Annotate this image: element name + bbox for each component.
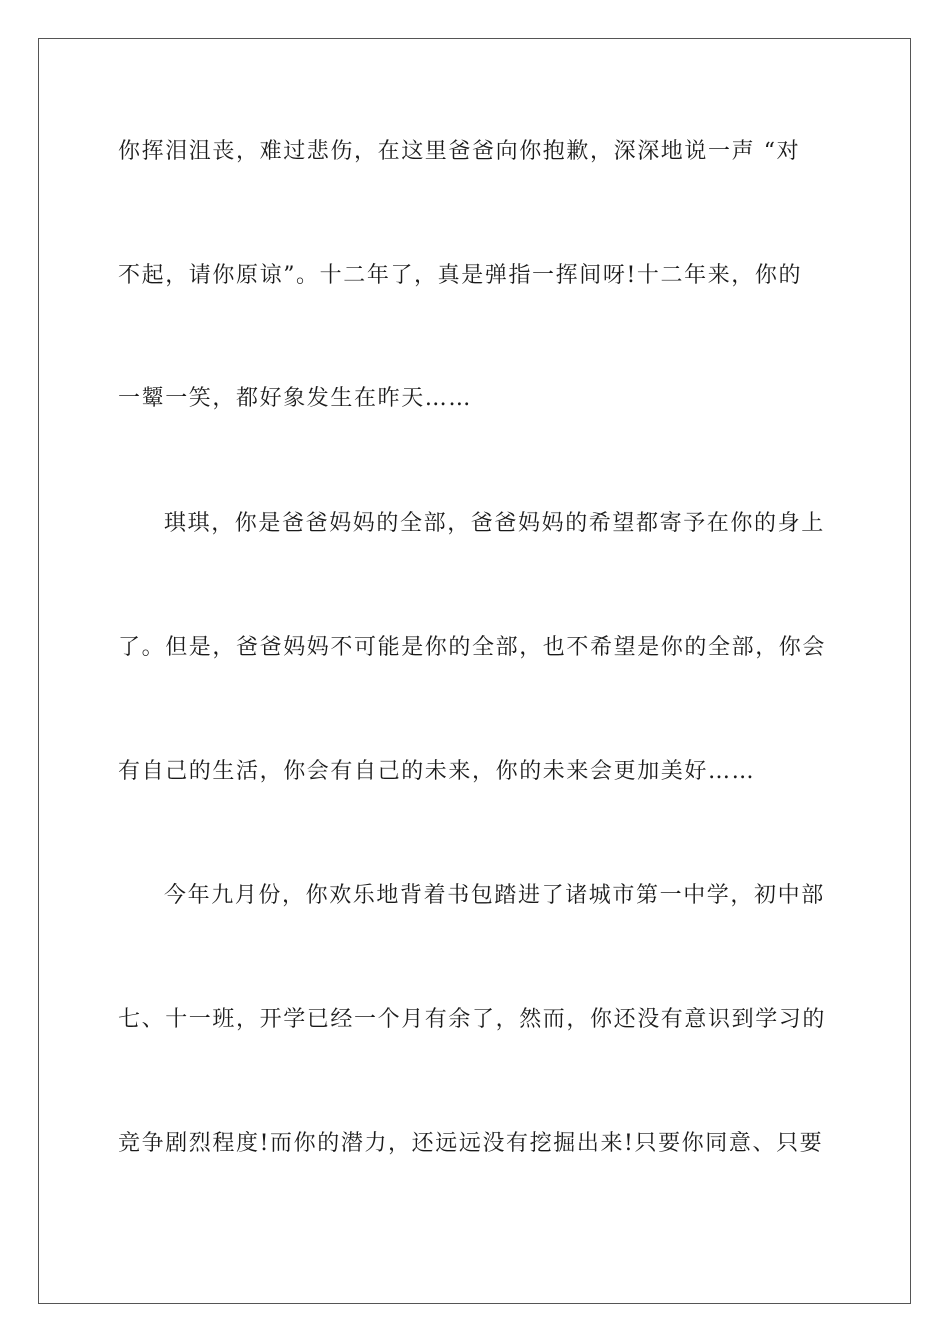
paragraph-line: 竞争剧烈程度!而你的潜力，还远远没有挖掘出来!只要你同意、只要 [118, 1131, 824, 1156]
paragraph-line: 有自己的生活，你会有自己的未来，你的未来会更加美好…… [118, 759, 756, 784]
paragraph-line: 一颦一笑，都好象发生在昨天…… [118, 386, 473, 411]
paragraph-line: 七、十一班，开学已经一个月有余了，然而，你还没有意识到学习的 [118, 1007, 827, 1032]
page-frame [38, 38, 911, 1304]
paragraph-line: 今年九月份，你欢乐地背着书包踏进了诸城市第一中学，初中部 [164, 883, 825, 908]
paragraph-line: 你挥泪沮丧，难过悲伤，在这里爸爸向你抱歉，深深地说一声 “对 [118, 139, 801, 164]
paragraph-line: 琪琪，你是爸爸妈妈的全部，爸爸妈妈的希望都寄予在你的身上 [164, 511, 825, 536]
paragraph-line: 不起，请你原谅”。十二年了，真是弹指一挥间呀!十二年来，你的 [118, 263, 803, 288]
paragraph-line: 了。但是，爸爸妈妈不可能是你的全部，也不希望是你的全部，你会 [118, 635, 827, 660]
